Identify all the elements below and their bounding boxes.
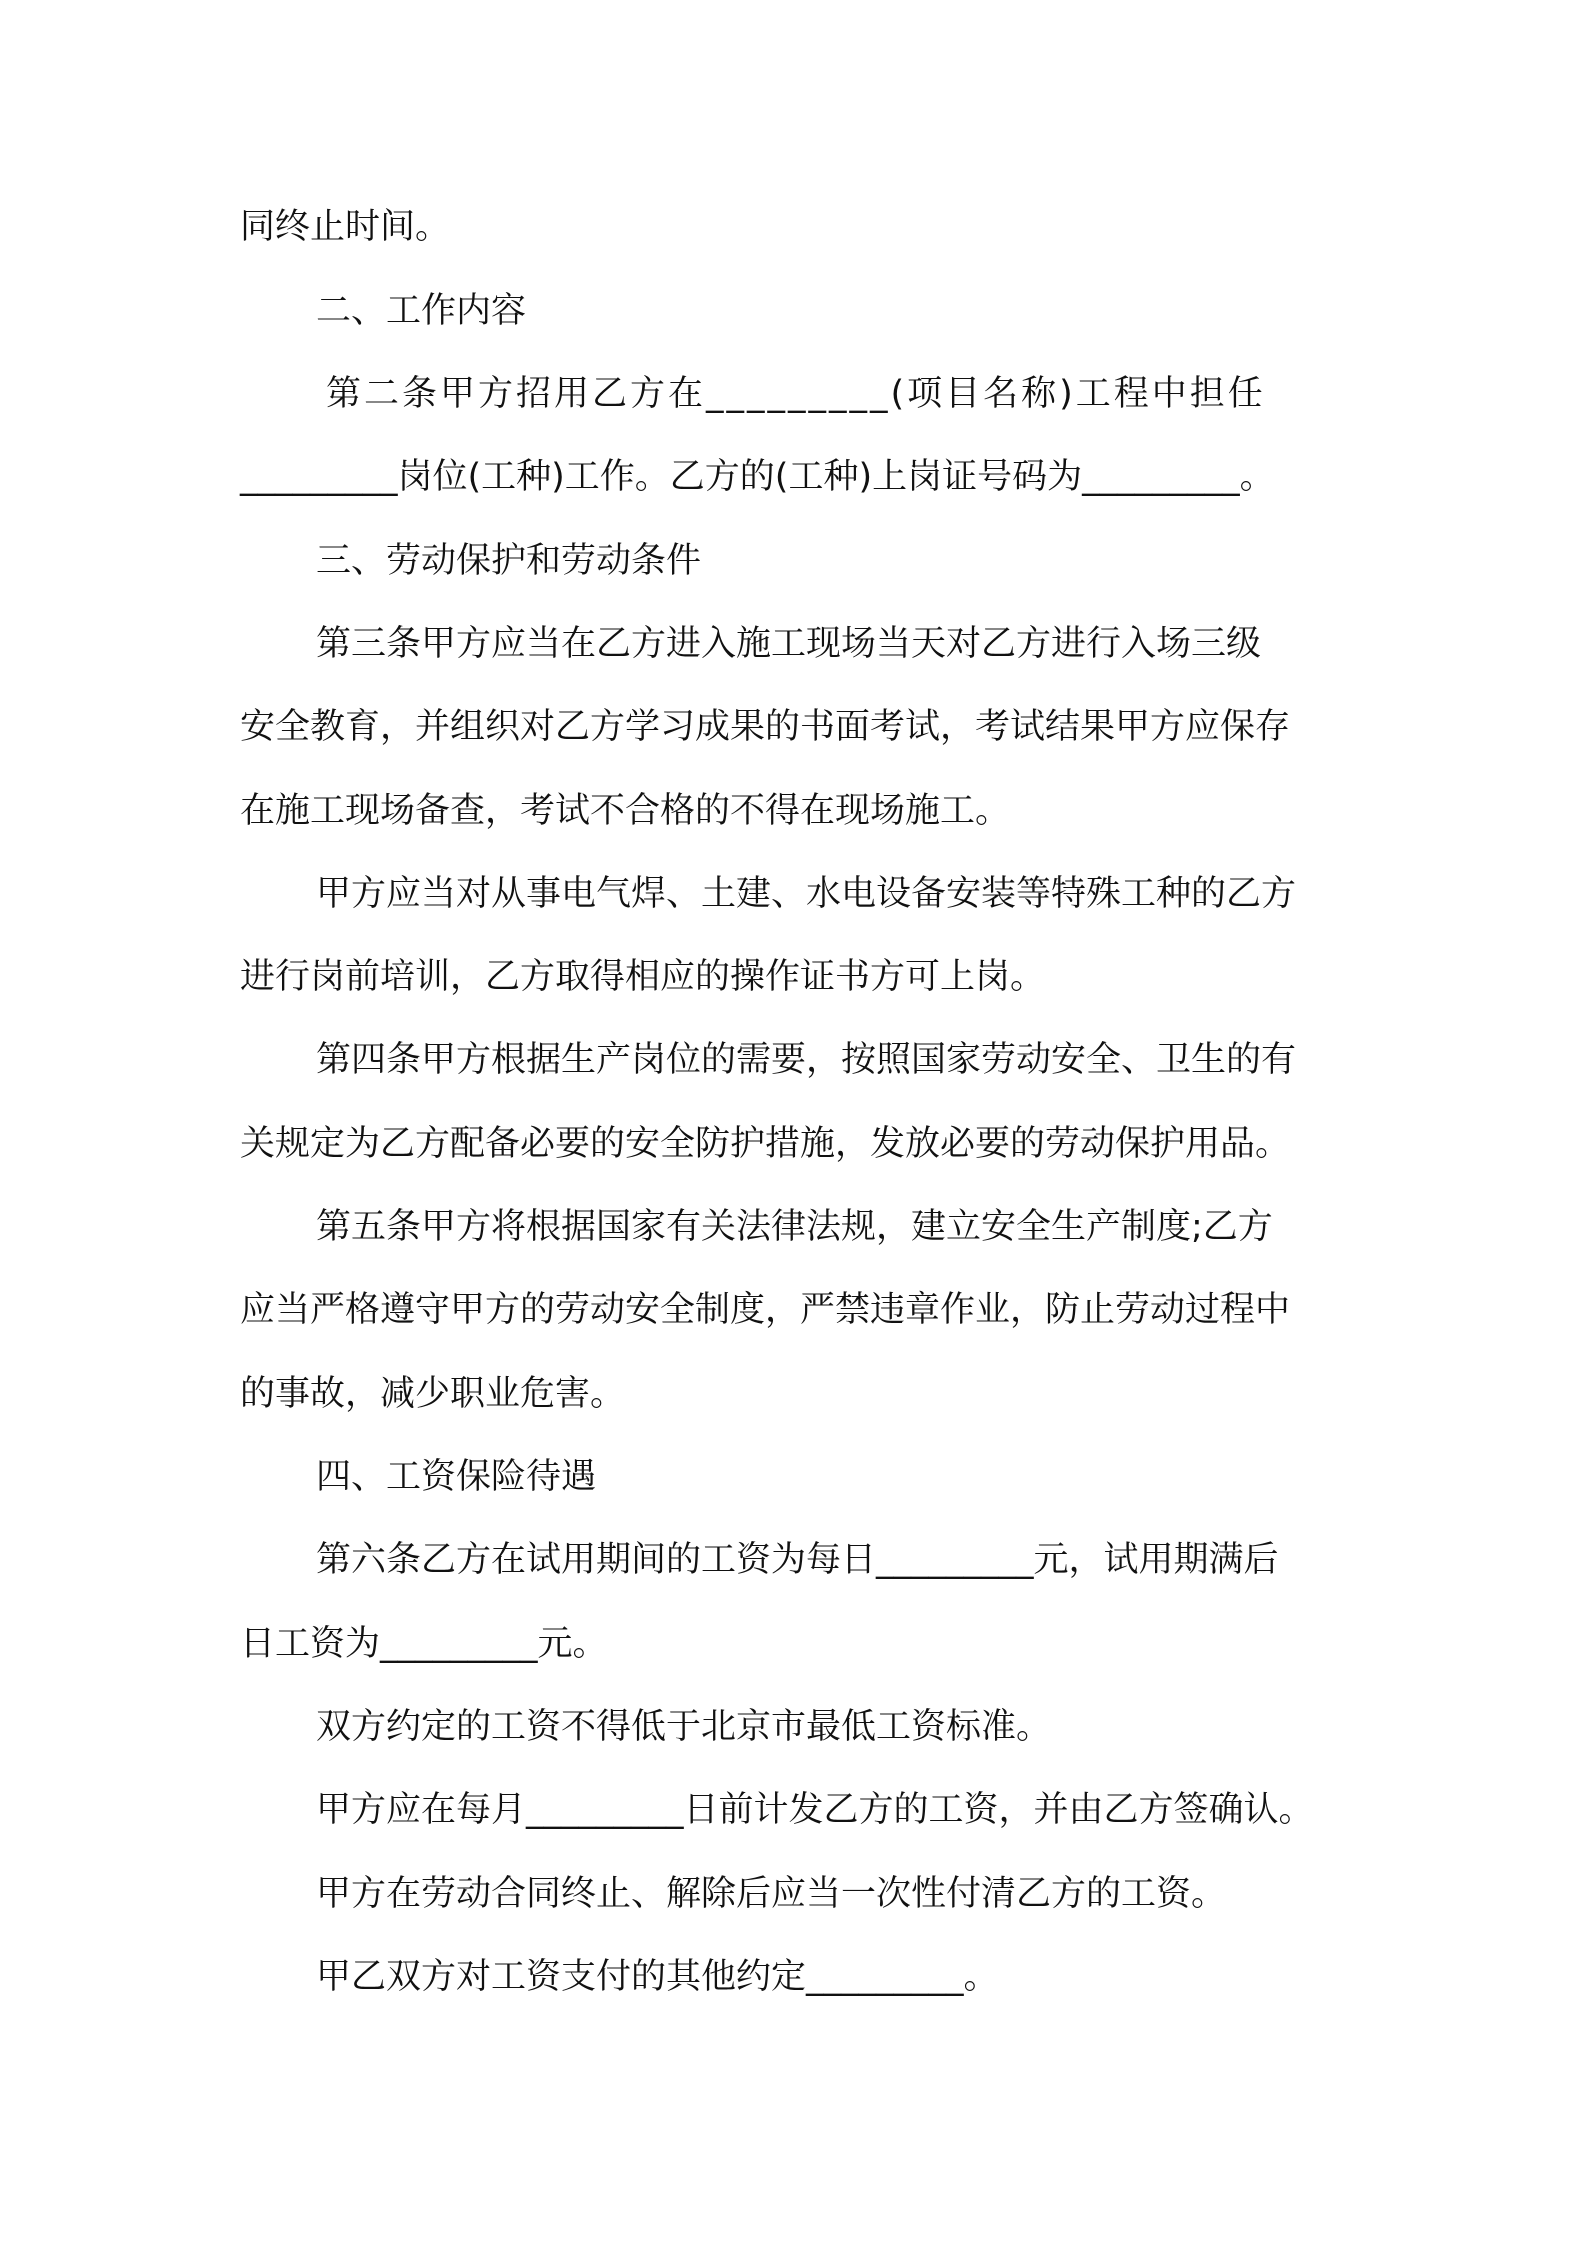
article-4-line-1: 第四条甲方根据生产岗位的需要，按照国家劳动安全、卫生的有 [316, 1040, 1297, 1080]
section-heading-work-content: 二、工作内容 [316, 291, 527, 331]
article-4-line-2: 关规定为乙方配备必要的安全防护措施，发放必要的劳动保护用品。 [240, 1124, 1291, 1164]
article-5-line-3: 的事故，减少职业危害。 [240, 1374, 626, 1414]
article-6-line-2: 日工资为_________元。 [240, 1624, 608, 1664]
article-2-line-1: 第二条甲方招用乙方在_________(项目名称)工程中担任 [326, 374, 1266, 414]
final-payment-clause: 甲方在劳动合同终止、解除后应当一次性付清乙方的工资。 [316, 1874, 1227, 1914]
article-3-line-3: 在施工现场备查，考试不合格的不得在现场施工。 [240, 791, 1011, 831]
text-line-continuation: 同终止时间。 [240, 207, 451, 247]
article-6-line-1: 第六条乙方在试用期间的工资为每日_________元，试用期满后 [316, 1540, 1279, 1580]
article-3-line-2: 安全教育，并组织对乙方学习成果的书面考试，考试结果甲方应保存 [240, 707, 1291, 747]
section-heading-labor-protection: 三、劳动保护和劳动条件 [316, 541, 702, 581]
article-5-line-1: 第五条甲方将根据国家有关法律法规，建立安全生产制度;乙方 [316, 1207, 1273, 1247]
minimum-wage-clause: 双方约定的工资不得低于北京市最低工资标准。 [316, 1707, 1052, 1747]
section-heading-wages-insurance: 四、工资保险待遇 [316, 1457, 597, 1497]
article-2-line-2: _________岗位(工种)工作。乙方的(工种)上岗证号码为_________。 [240, 457, 1275, 497]
monthly-payment-clause: 甲方应在每月_________日前计发乙方的工资，并由乙方签确认。 [316, 1790, 1314, 1830]
special-trades-line-1: 甲方应当对从事电气焊、土建、水电设备安装等特殊工种的乙方 [316, 874, 1297, 914]
special-trades-line-2: 进行岗前培训，乙方取得相应的操作证书方可上岗。 [240, 957, 1046, 997]
article-3-line-1: 第三条甲方应当在乙方进入施工现场当天对乙方进行入场三级 [316, 624, 1262, 664]
article-5-line-2: 应当严格遵守甲方的劳动安全制度，严禁违章作业，防止劳动过程中 [240, 1290, 1291, 1330]
other-wage-agreement-clause: 甲乙双方对工资支付的其他约定_________。 [316, 1957, 999, 1997]
